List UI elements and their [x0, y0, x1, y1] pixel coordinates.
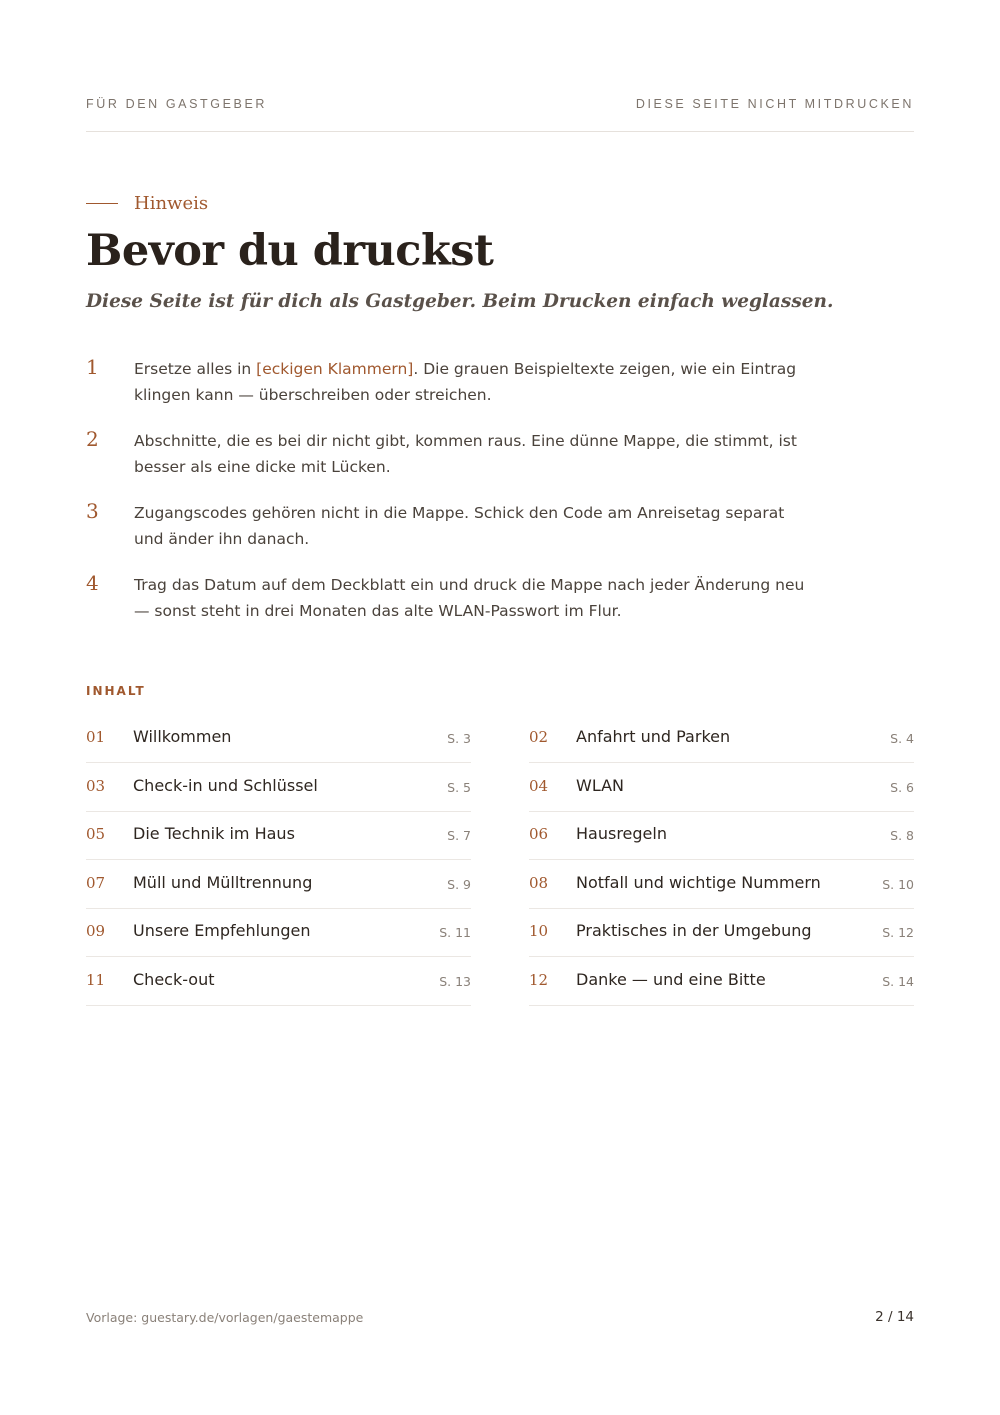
instruction-item: [86, 499, 914, 571]
instruction-number: 4: [86, 571, 99, 595]
instruction-list: [86, 355, 914, 643]
section-eyebrow: [86, 190, 208, 216]
toc-entry[interactable]: [86, 860, 471, 909]
toc-entry[interactable]: [529, 957, 914, 1006]
toc-number: 12: [529, 970, 549, 989]
eyebrow-dash: [86, 203, 118, 204]
toc-title: WLAN: [576, 775, 625, 795]
toc-entry[interactable]: [86, 714, 471, 763]
instruction-number: 3: [86, 499, 99, 523]
toc-entry[interactable]: [529, 860, 914, 909]
instruction-number: 1: [86, 355, 99, 379]
instruction-text: Zugangscodes gehören nicht in die Mappe. Schick den Code am Anreisetag separat und änder ihn danach.: [134, 504, 785, 548]
toc-number: 07: [86, 873, 106, 892]
toc-title: Müll und Mülltrennung: [133, 872, 313, 892]
toc-entry[interactable]: [86, 763, 471, 812]
toc-page: S. 5: [447, 779, 471, 795]
toc-number: 10: [529, 922, 549, 940]
toc-page: S. 13: [439, 973, 471, 989]
page: [86, 0, 914, 1415]
instruction-text: Trag das Datum auf dem Deckblatt ein und druck die Mappe nach jeder Änderung neu — sonst steht in drei Monaten das alte WLAN-Passwort im Flur.: [134, 576, 805, 620]
page-title: Bevor du druckst: [86, 226, 494, 276]
toc-title: Willkommen: [133, 727, 232, 746]
instruction-text: Abschnitte, die es bei dir nicht gibt, kommen raus. Eine dünne Mappe, die stimmt, ist besser als eine dicke mit Lücken.: [134, 432, 797, 476]
toc-page: S. 7: [447, 828, 471, 843]
toc-title: Check-in und Schlüssel: [133, 775, 318, 795]
toc-number: 01: [86, 728, 106, 746]
toc-title: Unsere Empfehlungen: [133, 921, 311, 940]
toc-page: S. 10: [882, 876, 914, 892]
toc-number: 05: [86, 825, 106, 843]
toc-entry[interactable]: [529, 811, 914, 860]
toc-number: 11: [86, 970, 106, 989]
eyebrow-label: Hinweis: [134, 192, 209, 214]
instruction-item: [86, 355, 914, 427]
instruction-item: [86, 427, 914, 499]
toc-page: S. 8: [890, 828, 914, 843]
toc-entry[interactable]: [529, 763, 914, 812]
toc-title: Hausregeln: [576, 824, 667, 843]
toc-number: 06: [529, 825, 549, 843]
instruction-highlight: [eckigen Klammern]: [256, 360, 414, 378]
toc-entry[interactable]: [86, 811, 471, 860]
toc-page: S. 3: [447, 731, 471, 746]
toc-title: Die Technik im Haus: [133, 824, 295, 843]
toc-entry[interactable]: [529, 714, 914, 763]
toc-page: S. 4: [890, 731, 914, 746]
toc-entry[interactable]: [86, 957, 471, 1006]
toc-number: 08: [529, 873, 549, 892]
instruction-text-part: Ersetze alles in: [134, 360, 257, 378]
toc-title: Check-out: [133, 969, 215, 989]
header-divider: [86, 131, 914, 132]
header-left: FÜR DEN GASTGEBER: [86, 97, 268, 111]
footer-source: Vorlage: guestary.de/vorlagen/gaestemappe: [86, 1310, 364, 1325]
toc-entry[interactable]: [529, 908, 914, 957]
instruction-item: [86, 571, 914, 643]
toc-number: 04: [529, 776, 549, 795]
instruction-number: 2: [86, 427, 99, 451]
toc-page: S. 14: [882, 973, 914, 989]
toc-title: Praktisches in der Umgebung: [576, 921, 812, 940]
toc-title: Danke — und eine Bitte: [576, 969, 766, 989]
instruction-text-part: . Die grauen Beispieltexte zeigen, wie ein Eintrag klingen kann — überschreiben oder streichen.: [134, 360, 797, 404]
header-right: DIESE SEITE NICHT MITDRUCKEN: [635, 97, 914, 111]
toc-number: 09: [86, 922, 106, 940]
toc-number: 02: [529, 728, 549, 746]
toc-page: S. 12: [882, 925, 914, 940]
toc-heading: INHALT: [86, 684, 146, 698]
toc-title: Notfall und wichtige Nummern: [576, 872, 821, 892]
page-header: [86, 97, 914, 113]
toc-page: S. 9: [447, 876, 471, 892]
toc-page: S. 11: [439, 925, 471, 940]
page-subtitle: Diese Seite ist für dich als Gastgeber. Beim Drucken einfach weglassen.: [86, 291, 834, 312]
toc-page: S. 6: [890, 779, 914, 795]
instruction-text: [134, 356, 814, 408]
page-number: 2 / 14: [875, 1309, 914, 1325]
toc-entry[interactable]: [86, 908, 471, 957]
toc-title: Anfahrt und Parken: [576, 727, 731, 746]
toc-number: 03: [86, 776, 106, 795]
